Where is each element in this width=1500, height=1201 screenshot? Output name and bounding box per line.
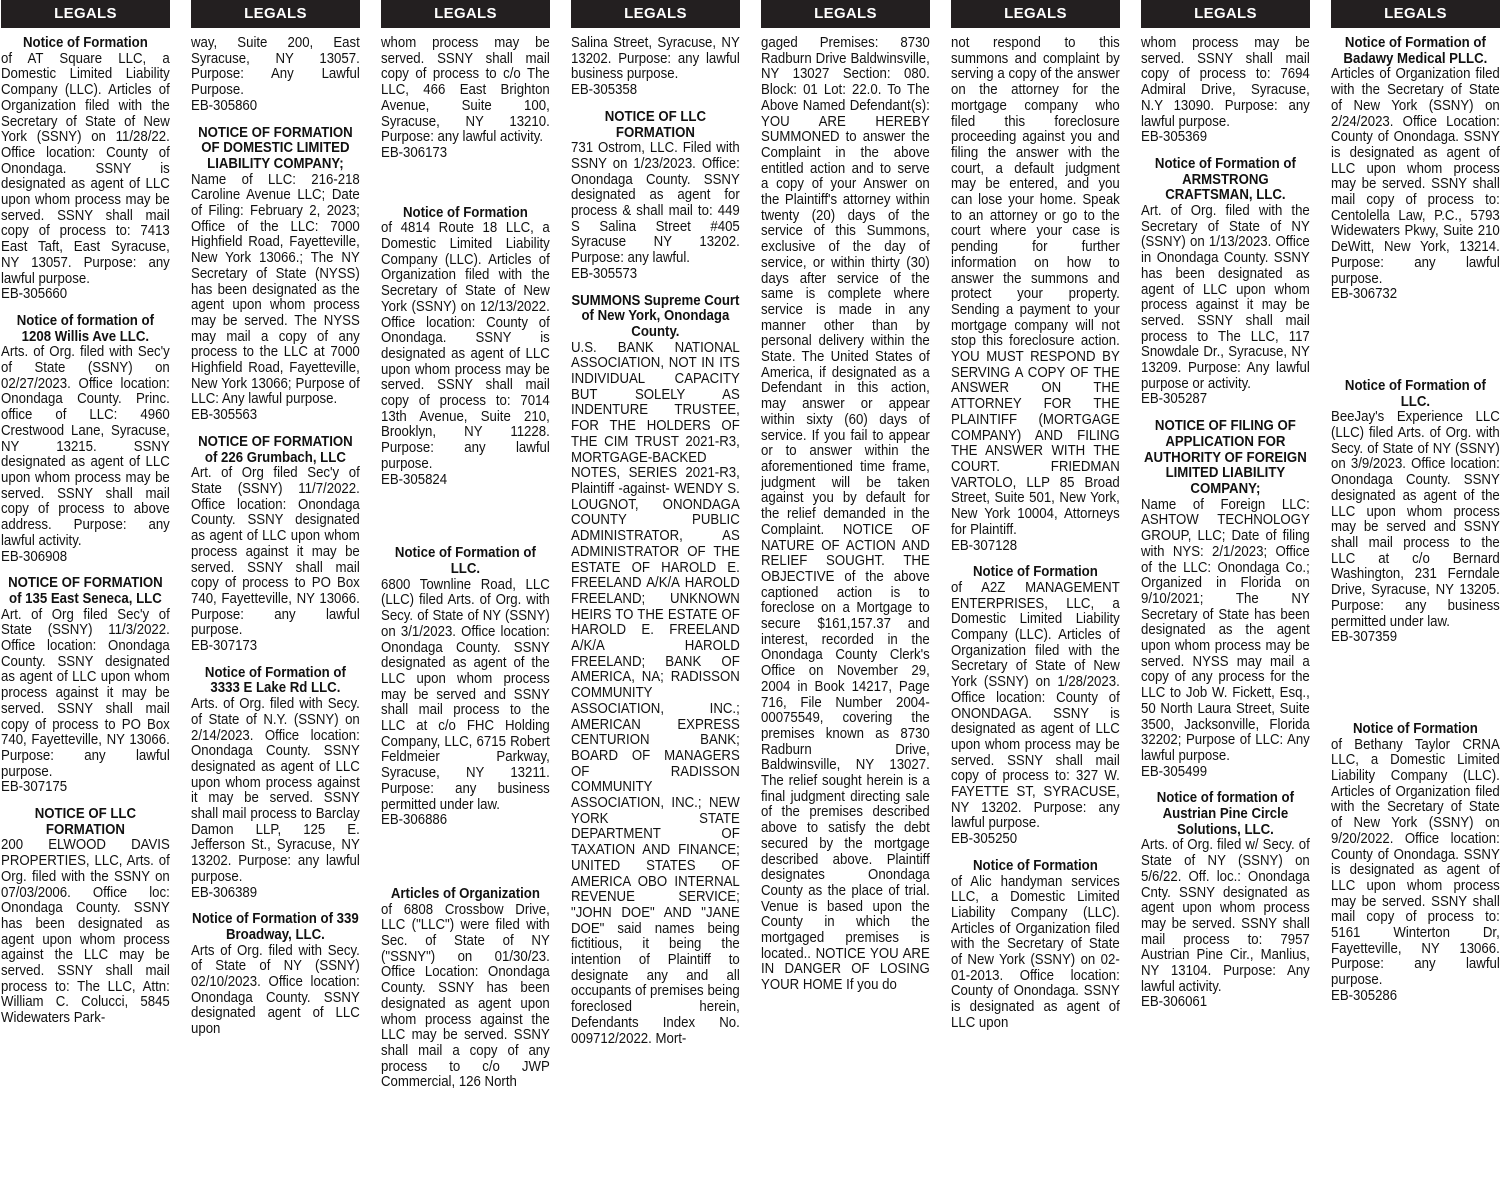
notice-id: EB-305286 (1331, 986, 1398, 1004)
notice-body: way, Suite 200, East Syracuse, NY 13057. Purpose: Any Lawful Purpose. (191, 34, 360, 99)
notice-body: gaged Premises: 8730 Radburn Drive Baldwinsville, NY 13027 Section: 080. Block: 01 Lot: 22.0. To The Above Named Defendant(s): YOU ARE HEREBY SUMMONED to answer the Complaint in the above entitled action and to serve a copy of your Answer on the Plaintiff's attorney within twenty (20) days of the service of this Summons, exclusive of the day of service, or within thirty (30) days after service of the same is complete where service is made in any manner other than by personal delivery within the State. The United States of America, if designated as a Defendant in this action, may answer or appear within sixty (60) days of service. If you fail to appear or to answer within the aforementioned time frame, judgment will be taken against you by default for the relief demanded in the Complaint. NOTICE OF NATURE OF ACTION AND RELIEF SOUGHT. THE OBJECTIVE of the above captioned action is to foreclose on a Mortgage to secure $161,157.37 and interest, recorded in the Onondaga County Clerk's Office on November 29, 2004 in Book 14217, Page 716, File Number 2004-00075549, covering the premises known as 8730 Radburn Drive, Baldwinsville, NY 13027. The relief sought herein is a final judgment directing sale of the premises described above to satisfy the debt secured by the mortgage described above. Plaintiff designates Onondaga County as the place of trial. Venue is based upon the County in which the mortgaged premises is located.. NOTICE YOU ARE IN DANGER OF LOSING YOUR HOME If you do (761, 34, 930, 994)
legals-column-3 (381, 0, 550, 1201)
legals-column-1 (1, 0, 170, 1201)
notice-title: NOTICE OF FORMATION of 135 East Seneca, LLC (8, 574, 163, 607)
column-body (761, 28, 930, 993)
notice-body: of Alic handyman services LLC, a Domestic Limited Liability Company (LLC). Articles of Organization filed with the Secretary of State of New York (SSNY) on 02-01-2013. Office location: County of Onondaga. SSNY is designated as agent of LLC upon (951, 872, 1120, 1031)
legal-notice (191, 911, 360, 1037)
notice-title: Notice of Formation (402, 203, 528, 221)
notice-title: Notice of Formation of LLC. (1344, 376, 1486, 410)
legal-notice (951, 564, 1120, 847)
column-header: LEGALS (381, 0, 550, 28)
notice-body: BeeJay's Experience LLC (LLC) filed Arts. of Org. with Secy. of State of NY (SSNY) on 3/9/2023. Office location: Onondaga County. SSNY designated as agent of the LLC upon whom process may be served and SSNY shall mail process to the LLC at c/o Bernard Washington, 231 Ferndale Drive, Syracuse, NY 13205. Purpose: any business permitted under law. (1331, 408, 1500, 630)
notice-body: 731 Ostrom, LLC. Filed with SSNY on 1/23/2023. Office: Onondaga County. SSNY designated as agent for process & shall mail to: 449 S Salina Street #405 Syracuse NY 13202. Purpose: any lawful. (571, 139, 740, 267)
notice-id: EB-307173 (191, 637, 258, 655)
notice-title: Notice of Formation (972, 856, 1098, 874)
legal-notice (1, 806, 170, 1026)
column-header: LEGALS (1, 0, 170, 28)
legals-column-4 (571, 0, 740, 1201)
notice-body: Salina Street, Syracuse, NY 13202. Purpose: any lawful business purpose. (571, 34, 740, 83)
notice-body: Art. of Org filed Sec'y of State (SSNY) 11/3/2022. Office location: Onondaga County. SSNY designated as agent of LLC upon whom process against it may be served. SSNY shall mail copy of process to PO Box 740, Fayetteville, NY 13066. Purpose: any lawful purpose. (1, 605, 170, 780)
notice-id: EB-305287 (1141, 390, 1208, 408)
notice-body: Art. of Org filed Sec'y of State (SSNY) 11/7/2022. Office location: Onondaga County. SSNY designated as agent of LLC upon whom process against it may be served. SSNY shall mail copy of process to PO Box 740, Fayetteville, NY 13066. Purpose: any lawful purpose. (191, 464, 360, 639)
notice-title: NOTICE OF LLC FORMATION (34, 805, 137, 838)
notice-id: EB-305573 (571, 264, 638, 282)
notice-title: Notice of Formation (1352, 719, 1478, 737)
notice-id: EB-305499 (1141, 762, 1208, 780)
notice-body: Name of LLC: 216-218 Caroline Avenue LLC; Date of Filing: February 2, 2023; Office of the LLC: 7000 Highfield Road, Fayetteville, New York 13066.; The NY Secretary of State (NYSS) has been designated as the agent upon whom process may be served. The NYSS may mail a copy of any process to the LLC at 7000 Highfield Road, Fayetteville, New York 13066; Purpose of LLC: Any lawful purpose. (191, 170, 360, 408)
notice-title: Notice of Formation of 339 Broadway, LLC. (192, 910, 359, 943)
notice-id: EB-306061 (1141, 993, 1208, 1011)
column-body (1, 28, 170, 1026)
legal-notice (381, 545, 550, 828)
legal-notice (571, 109, 740, 282)
legal-notice (191, 35, 360, 114)
legal-notice (1141, 35, 1310, 145)
notice-body: 6800 Townline Road, LLC (LLC) filed Arts. of Org. with Secy. of State of NY (SSNY) on 3/1/2023. Office location: Onondaga County. SSNY designated as agent of the LLC upon whom process may be served and SSNY shall mail process to the LLC at c/o FHC Holding Company, LLC, 6715 Robert Feldmeier Parkway, Syracuse, NY 13211. Purpose: any business permitted under law. (381, 575, 550, 813)
notice-id: EB-306173 (381, 143, 448, 161)
notice-body: Arts. of Org. filed with Sec'y of State (SSNY) on 02/27/2023. Office location: Onondaga County. Princ. office of LLC: 4960 Crestwood Lane, Syracuse, NY 13215. SSNY designated as agent of LLC upon whom process may be served. SSNY shall mail copy of process to above address. Purpose: any lawful activity. (1, 343, 170, 549)
notice-body: of AT Square LLC, a Domestic Limited Liability Company (LLC). Articles of Organization filed with the Secretary of State of New York (SSNY) on 11/28/22. Office location: County of Onondaga. SSNY is designated as agent of LLC upon whom process may be served. SSNY shall mail copy of process to: 7413 East Taft, East Syracuse, NY 13057. Purpose: any lawful purpose. (1, 49, 170, 287)
notice-id: EB-305860 (191, 96, 258, 114)
notice-body: Arts. of Org. filed with Secy. of State of N.Y. (SSNY) on 2/14/2023. Office location: Onondaga County. SSNY designated as agent of LLC upon whom process against it may be served. SSNY shall mail process to Barclay Damon LLP, 125 E. Jefferson St., Syracuse, NY 13202. Purpose: any lawful purpose. (191, 695, 360, 885)
legal-notice (381, 205, 550, 488)
notice-id: EB-305369 (1141, 128, 1208, 146)
notice-id: EB-305660 (1, 285, 68, 303)
legals-column-7 (1141, 0, 1310, 1201)
notice-title: NOTICE OF FORMATION OF DOMESTIC LIMITED LIABILITY COMPANY; (198, 123, 353, 172)
notice-id: EB-306908 (1, 547, 68, 565)
notice-id: EB-305563 (191, 406, 258, 424)
notice-title: SUMMONS Supreme Court of New York, Onondaga County. (571, 291, 740, 340)
legal-notice (571, 35, 740, 98)
column-header: LEGALS (1331, 0, 1500, 28)
notice-title: Notice of Formation of LLC. (394, 544, 536, 577)
legal-notice (1, 35, 170, 302)
column-header: LEGALS (761, 0, 930, 28)
notice-body: Name of Foreign LLC: ASHTOW TECHNOLOGY GROUP, LLC; Date of filing with NYS: 2/1/2023; Office of the LLC: Onondaga Co.; Organized in Florida on 9/10/2021; The NY Secretary of State has been designated as the agent upon whom process may be served. NYSS may mail a copy of any process for the LLC to Job W. Fickett, Esq., 50 North Laura Street, Suite 3500, Jacksonville, Florida 32202; Purpose of LLC: Any lawful purpose. (1141, 495, 1310, 764)
notice-title: NOTICE OF FORMATION of 226 Grumbach, LLC (198, 432, 353, 466)
notice-title: Notice of Formation (22, 34, 148, 51)
notice-body: not respond to this summons and complaint by serving a copy of the answer on the attorney for the mortgage company who filed this foreclosure proceeding against you and filing the answer with the court, a default judgment may be entered, and you can lose your home. Speak to an attorney or go to the court where your case is pending for further information on how to answer the summons and protect your property. Sending a payment to your mortgage company will not stop this foreclosure action. YOU MUST RESPOND BY SERVING A COPY OF THE ANSWER ON THE ATTORNEY FOR THE PLAINTIFF (MORTGAGE COMPANY) AND FILING THE ANSWER WITH THE COURT. FRIEDMAN VARTOLO, LLP 85 Broad Street, Suite 501, New York, New York 10004, Attorneys for Plaintiff. (951, 34, 1120, 538)
legal-notice (951, 35, 1120, 553)
notice-body: 200 ELWOOD DAVIS PROPERTIES, LLC, Arts. of Org. filed with the SSNY on 07/03/2006. Office loc: Onondaga County. SSNY has been designated as agent upon whom process against the LLC may be served. SSNY shall mail process to: The LLC, Attn: William C. Colucci, 5845 Widewaters Park- (1, 836, 170, 1027)
column-header: LEGALS (1141, 0, 1310, 28)
column-header: LEGALS (951, 0, 1120, 28)
notice-body: Arts of Org. filed with Secy. of State of NY (SSNY) 02/10/2023. Office location: Onondaga County. SSNY designated agent of LLC upon (191, 941, 360, 1038)
column-body (381, 28, 550, 1090)
notice-body: of Bethany Taylor CRNA LLC, a Domestic Limited Liability Company (LLC). Articles of Organization filed with the Secretary of State of New York (SSNY) on 9/20/2022. Office location: County of Onondaga. SSNY is designated as agent of LLC upon whom process may be served. SSNY shall mail copy of process to: 5161 Winterton Dr, Fayetteville, NY 13066. Purpose: any lawful purpose. (1331, 735, 1500, 989)
legal-notice (191, 434, 360, 654)
notice-id: EB-305824 (381, 470, 448, 488)
notice-title: Notice of formation of 1208 Willis Ave LLC. (16, 311, 155, 345)
legal-notice (1141, 790, 1310, 1010)
legals-column-8 (1331, 0, 1500, 1201)
legal-notice (381, 35, 550, 161)
legals-column-5 (761, 0, 930, 1201)
notice-id: EB-305358 (571, 81, 638, 99)
notice-id: EB-307175 (1, 778, 68, 796)
column-body (1141, 28, 1310, 1010)
legal-notice (191, 665, 360, 901)
notice-body: of A2Z MANAGEMENT ENTERPRISES, LLC, a Domestic Limited Liability Company (LLC). Articles of Organization filed with the Secretary of State of New York (SSNY) on 1/28/2023. Office location: County of ONONDAGA. SSNY is designated as agent of LLC upon whom process may be served. SSNY shall mail copy of process to: 327 W. FAYETTE ST, SYRACUSE, NY 13202. Purpose: any lawful purpose. (951, 578, 1120, 832)
notice-title: Notice of Formation of ARMSTRONG CRAFTSMAN, LLC. (1154, 154, 1296, 204)
notice-id: EB-305250 (951, 830, 1018, 848)
notice-body: Articles of Organization filed with the Secretary of State of New York (SSNY) on 2/24/2023. Office Location: County of Onondaga. SSNY is designated as agent of LLC upon whom process may be served. SSNY shall mail copy of process to: Centolella Law, P.C., 5793 Widewaters Pkwy, Suite 210 DeWitt, New York, 13214. Purpose: any lawful purpose. (1331, 65, 1500, 287)
legal-notice (761, 35, 930, 993)
notice-title: Notice of formation of Austrian Pine Circle Solutions, LLC. (1156, 789, 1295, 838)
legal-notice (951, 858, 1120, 1031)
notice-id: EB-306886 (381, 811, 448, 829)
notice-body: of 6808 Crossbow Drive, LLC ("LLC") were filed with Sec. of State of NY ("SSNY") on 01/30/23. Office Location: Onondaga County. SSNY has been designated as agent upon whom process against the LLC may be served. SSNY shall mail a copy of any process to c/o JWP Commercial, 126 North (381, 900, 550, 1091)
notice-title: NOTICE OF FILING OF APPLICATION FOR AUTHORITY OF FOREIGN LIMITED LIABILITY COMPANY; (1144, 417, 1307, 497)
column-body (571, 28, 740, 1046)
column-body (191, 28, 360, 1037)
legal-notice (191, 125, 360, 423)
legal-notice (1331, 721, 1500, 1004)
column-header: LEGALS (571, 0, 740, 28)
legal-notice (381, 886, 550, 1090)
notice-body: U.S. BANK NATIONAL ASSOCIATION, NOT IN ITS INDIVIDUAL CAPACITY BUT SOLELY AS INDENTURE TRUSTEE, FOR THE HOLDERS OF THE CIM TRUST 2021-R3, MORTGAGE-BACKED NOTES, SERIES 2021-R3, Plaintiff -against- WENDY S. LOUGNOT, ONONDAGA COUNTY PUBLIC ADMINISTRATOR, AS ADMINISTRATOR OF THE ESTATE OF HAROLD E. FREELAND A/K/A HAROLD FREELAND; UNKNOWN HEIRS TO THE ESTATE OF HAROLD E. FREELAND A/K/A HAROLD FREELAND; BANK OF AMERICA, NA; RADISSON COMMUNITY ASSOCIATION, INC.; AMERICAN EXPRESS CENTURION BANK; BOARD OF MANAGERS OF RADISSON COMMUNITY ASSOCIATION, INC.; NEW YORK STATE DEPARTMENT OF TAXATION AND FINANCE; UNITED STATES OF AMERICA OBO INTERNAL REVENUE SERVICE; "JOHN DOE" AND "JANE DOE" said names being fictitious, it being the intention of Plaintiff to designate any and all occupants of premises being foreclosed herein, Defendants Index No. 009712/2022. Mort- (571, 338, 740, 1047)
notice-title: Notice of Formation of 3333 E Lake Rd LLC. (204, 663, 346, 697)
column-body (1331, 28, 1500, 1004)
notice-body: whom process may be served. SSNY shall mail copy of process to: 7694 Admiral Drive, Syracuse, N.Y 13090. Purpose: any lawful purpose. (1141, 34, 1310, 130)
notice-id: EB-306732 (1331, 285, 1398, 303)
legal-notice (1, 575, 170, 795)
legal-notice (1331, 35, 1500, 302)
notice-body: whom process may be served. SSNY shall mail copy of process to c/o The LLC, 466 East Brighton Avenue, Suite 100, Syracuse, NY 13210. Purpose: any lawful activity. (381, 34, 550, 146)
notice-body: Arts. of Org. filed w/ Secy. of State of NY (SSNY) on 5/6/22. Off. loc.: Onondaga Cnty. SSNY designated as agent upon whom process may be served. SSNY shall mail process to: 7957 Austrian Pine Cir., Manlius, NY 13104. Purpose: Any lawful activity. (1141, 836, 1310, 995)
legal-notice (571, 293, 740, 1047)
legal-notice (1, 313, 170, 564)
legals-column-6 (951, 0, 1120, 1201)
notice-title: Notice of Formation (972, 563, 1098, 581)
notice-body: of 4814 Route 18 LLC, a Domestic Limited Liability Company (LLC). Articles of Organization filed with the Secretary of State of New York (SSNY) on 12/13/2022. Office location: County of Onondaga. SSNY is designated as agent of LLC upon whom process may be served. SSNY shall mail copy of process to: 7014 13th Avenue, Suite 210, Brooklyn, NY 11228. Purpose: any lawful purpose. (381, 219, 550, 472)
notice-id: EB-307128 (951, 536, 1018, 554)
notice-title: Notice of Formation of Badawy Medical PLLC. (1343, 34, 1488, 67)
column-header: LEGALS (191, 0, 360, 28)
notice-body: Art. of Org. filed with the Secretary of State of NY (SSNY) on 1/13/2023. Office in Onondaga County. SSNY has been designated as agent of LLC upon whom process against it may be served. SSNY shall mail process to The LLC, 117 Snowdale Dr., Syracuse, NY 13209. Purpose: Any lawful purpose or activity. (1141, 202, 1310, 392)
notice-title: Articles of Organization (390, 884, 540, 902)
legal-notice (1141, 156, 1310, 407)
legal-notice (1141, 418, 1310, 779)
legals-column-2 (191, 0, 360, 1201)
notice-id: EB-307359 (1331, 628, 1398, 646)
notice-title: NOTICE OF LLC FORMATION (604, 107, 707, 141)
notice-id: EB-306389 (191, 883, 258, 901)
column-body (951, 28, 1120, 1031)
legal-notice (1331, 378, 1500, 645)
